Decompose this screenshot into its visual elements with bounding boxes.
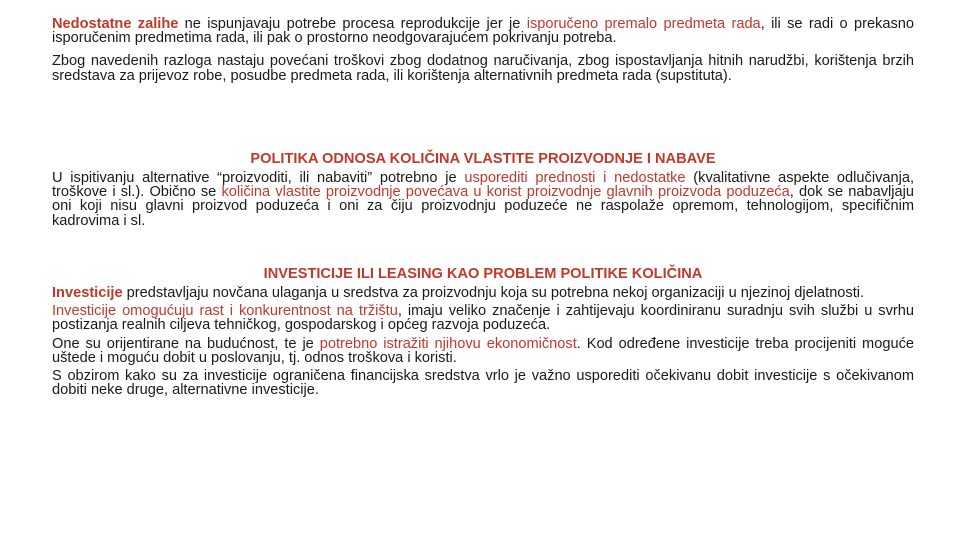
highlight-text: Investicije omogućuju rast i konkurentnost na tržištu [52, 303, 398, 320]
paragraph-investment-future [52, 337, 914, 365]
text: , dok se nabavljaju oni koji nisu glavni proizvod poduzeća i oni za čiju proizvodnju poduzeće ne raspolaže opremom, tehnologijom, specifičnim kadrovima i sl. [52, 184, 914, 229]
section-make-or-buy [52, 151, 914, 228]
highlight-text: količina vlastite proizvodnje povećava u korist proizvodnje glavnih proizvoda poduzeća [221, 184, 790, 201]
paragraph-make-or-buy [52, 171, 914, 228]
section-heading-make-or-buy: POLITIKA ODNOSA KOLIČINA VLASTITE PROIZVODNJE I NABAVE [250, 151, 716, 167]
section-investment-leasing [52, 266, 914, 397]
highlight-text: usporediti prednosti i nedostatke [464, 170, 686, 186]
text: , ili se radi o prekasno isporučenim predmetima rada, ili pak o prostorno neodgovarajućem pokrivanju potreba. [52, 16, 914, 47]
paragraph-increased-costs: Zbog navedenih razloga nastaju povećani troškovi zbog dodatnog naručivanja, zbog ispostavljanja hitnih narudžbi, korištenja brzih sredstava za prijevoz robe, posudbe predmeta rada, ili korištenja alternativnih predmeta rada (supstituta). [52, 53, 914, 84]
text: . Kod određene investicije treba procijeniti moguće uštede i moguću dobit u poslovanju, tj. odnos troškova i koristi. [52, 335, 914, 366]
paragraph-investment-comparison: S obzirom kako su za investicije ograničena financijska sredstva vrlo je važno usporediti očekivanu dobit investicije s očekivanom dobiti neke druge, alternativne investicije. [52, 368, 914, 399]
text: (kvalitativne aspekte odlučivanja, troškove i sl.). Obično se [52, 170, 915, 201]
section-heading-investment-leasing: INVESTICIJE ILI LEASING KAO PROBLEM POLITIKE KOLIČINA [263, 266, 703, 282]
text: U ispitivanju alternative “proizvoditi, ili nabaviti” potrebno je [52, 170, 465, 186]
paragraph-insufficient-stock [52, 17, 914, 45]
text: One su orijentirane na budućnost, te je [52, 335, 320, 352]
term-investment: Investicije [52, 285, 123, 301]
highlight-text: potrebno istražiti njihovu ekonomičnost [319, 335, 577, 352]
paragraph-investment-definition [52, 286, 914, 300]
paragraph-investment-growth [52, 304, 914, 332]
section-inventory [52, 17, 914, 83]
highlight-text: isporučeno premalo predmeta rada [526, 16, 761, 32]
term-insufficient-stock: Nedostatne zalihe [52, 16, 179, 32]
text: predstavljaju novčana ulaganja u sredstva za proizvodnju koja su potrebna nekoj organizaciji u njezinoj djelatnosti. [122, 285, 865, 301]
text: , imaju veliko značenje i zahtijevaju koordiniranu suradnju svih službi u svrhu postizanja realnih ciljeva tehničkog, gospodarskog i općeg razvoja poduzeća. [52, 303, 914, 334]
text: ne ispunjavaju potrebe procesa reprodukcije jer je [178, 16, 527, 32]
